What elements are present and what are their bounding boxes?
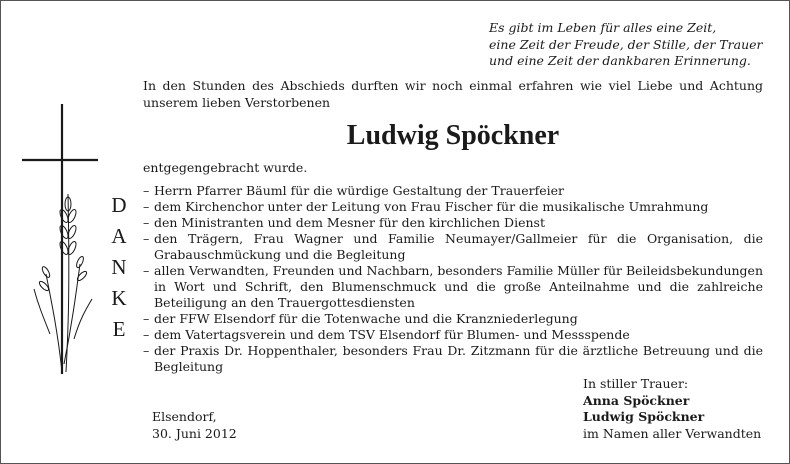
thanks-list [143, 183, 763, 375]
danke-vertical [104, 190, 134, 345]
outro-text: entgegengebracht wurde. [143, 160, 308, 175]
danke-letter: A [111, 224, 127, 248]
danke-letter: D [111, 193, 127, 217]
list-item: – den Trägern, Frau Wagner und Familie Neumayer/Gallmeier für die Organisation, die Grabauschmückung und die Begleitung [143, 231, 763, 263]
mourner-name: Ludwig Spöckner [583, 409, 705, 424]
mourners-block [583, 376, 761, 442]
list-item: – dem Vatertagsverein und dem TSV Elsendorf für Blumen- und Messspende [143, 327, 763, 343]
mourners-closing: im Namen aller Verwandten [583, 425, 762, 441]
list-item: – Herrn Pfarrer Bäuml für die würdige Gestaltung der Trauerfeier [143, 183, 763, 199]
list-item: – der FFW Elsendorf für die Totenwache und die Kranzniederlegung [143, 311, 763, 327]
deceased-name: Ludwig Spöckner [346, 120, 560, 151]
place-date [152, 409, 237, 442]
danke-letter: K [111, 286, 127, 310]
list-item: – allen Verwandten, Freunden und Nachbarn, besonders Familie Müller für Beileidsbekundungen in Wort und Schrift, den Blumenschmuck und die große Anteilnahme und die zahlreiche Beteiligung an den Trauergottesdiensten [143, 263, 763, 311]
list-item: – der Praxis Dr. Hoppenthaler, besonders Frau Dr. Zitzmann für die ärztliche Betreuung und die Begleitung [143, 343, 763, 375]
poem-line: und eine Zeit der dankbaren Erinnerung. [489, 53, 751, 68]
poem [489, 20, 779, 70]
poem-line: Es gibt im Leben für alles eine Zeit, [489, 20, 717, 35]
intro-text: In den Stunden des Abschieds durften wir noch einmal erfahren wie viel Liebe und Achtung unserem lieben Verstorbenen [143, 78, 763, 110]
place: Elsendorf, [152, 409, 217, 424]
list-item: – den Ministranten und dem Mesner für den kirchlichen Dienst [143, 215, 763, 231]
danke-letter: N [111, 255, 127, 279]
cross-with-wheat-icon [22, 104, 100, 374]
mourners-heading: In stiller Trauer: [583, 376, 689, 391]
list-item: – dem Kirchenchor unter der Leitung von Frau Fischer für die musikalische Umrahmung [143, 199, 763, 215]
mourner-name: Anna Spöckner [583, 392, 690, 408]
danke-letter: E [112, 317, 126, 341]
date: 30. Juni 2012 [152, 425, 237, 441]
poem-line: eine Zeit der Freude, der Stille, der Trauer [489, 36, 763, 52]
